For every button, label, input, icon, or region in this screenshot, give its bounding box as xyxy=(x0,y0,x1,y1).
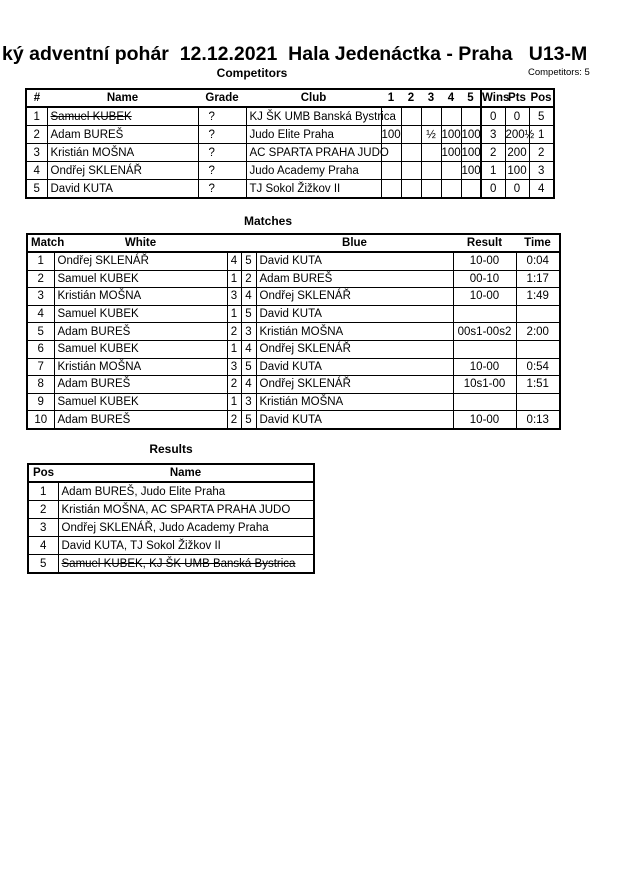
competitor-score-3-cell xyxy=(421,162,441,180)
competitor-club-cell: TJ Sokol Žižkov II xyxy=(246,180,381,199)
competitor-num-cell: 3 xyxy=(26,144,47,162)
competitor-club-cell: KJ ŠK UMB Banská Bystrica xyxy=(246,107,381,126)
match-white-seed-cell: 3 xyxy=(227,358,241,376)
match-blue-name-cell: Ondřej SKLENÁŘ xyxy=(256,376,453,394)
result-row xyxy=(28,537,314,555)
match-number-cell: 2 xyxy=(27,270,54,288)
matches-header-white: White xyxy=(54,234,227,252)
matches-header-blue: Blue xyxy=(256,234,453,252)
competitor-row xyxy=(26,126,554,144)
competitor-num-cell: 1 xyxy=(26,107,47,126)
competitors-table xyxy=(25,88,555,199)
match-white-name-cell: Samuel KUBEK xyxy=(54,393,227,411)
match-white-name-cell: Adam BUREŠ xyxy=(54,376,227,394)
competitors-header-wins: Wins xyxy=(481,89,505,107)
competitor-score-1-cell xyxy=(381,162,401,180)
result-pos-cell: 1 xyxy=(28,482,58,501)
match-row xyxy=(27,376,560,394)
match-white-name-cell: Kristián MOŠNA xyxy=(54,288,227,306)
competitor-score-2-cell xyxy=(401,144,421,162)
competitor-num-cell: 2 xyxy=(26,126,47,144)
result-pos-cell: 4 xyxy=(28,537,58,555)
competitor-pos-cell: 4 xyxy=(529,180,554,199)
match-time-cell xyxy=(516,305,560,323)
matches-header-wnum xyxy=(227,234,241,252)
result-name-cell: Ondřej SKLENÁŘ, Judo Academy Praha xyxy=(58,519,314,537)
match-number-cell: 1 xyxy=(27,252,54,270)
competitors-header-grade: Grade xyxy=(198,89,246,107)
competitor-pts-cell: 100 xyxy=(505,162,529,180)
matches-header-result: Result xyxy=(453,234,516,252)
competitor-row xyxy=(26,144,554,162)
match-time-cell: 1:49 xyxy=(516,288,560,306)
competitor-wins-cell: 2 xyxy=(481,144,505,162)
competitor-score-1-cell xyxy=(381,180,401,199)
match-result-cell: 00s1-00s2 xyxy=(453,323,516,341)
match-time-cell: 0:13 xyxy=(516,411,560,429)
competitor-score-5-cell: 100 xyxy=(461,162,481,180)
match-row xyxy=(27,411,560,429)
match-blue-seed-cell: 3 xyxy=(241,393,256,411)
competitor-pts-cell: 200 xyxy=(505,144,529,162)
match-blue-seed-cell: 4 xyxy=(241,376,256,394)
result-row xyxy=(28,555,314,574)
match-result-cell xyxy=(453,305,516,323)
competitor-name-cell: Adam BUREŠ xyxy=(47,126,198,144)
match-result-cell: 10s1-00 xyxy=(453,376,516,394)
match-white-name-cell: Samuel KUBEK xyxy=(54,270,227,288)
results-header-pos: Pos xyxy=(28,464,58,482)
competitor-wins-cell: 0 xyxy=(481,107,505,126)
competitor-score-3-cell xyxy=(421,107,441,126)
result-row xyxy=(28,501,314,519)
competitor-grade-cell: ? xyxy=(198,180,246,199)
results-section-heading: Results xyxy=(149,442,193,456)
match-white-seed-cell: 4 xyxy=(227,252,241,270)
competitor-name-cell: Kristián MOŠNA xyxy=(47,144,198,162)
results-header-name: Name xyxy=(58,464,314,482)
competitor-score-2-cell xyxy=(401,162,421,180)
competitor-score-1-cell: 100 xyxy=(381,126,401,144)
competitors-section-heading: Competitors xyxy=(216,66,288,80)
match-number-cell: 5 xyxy=(27,323,54,341)
match-blue-seed-cell: 5 xyxy=(241,305,256,323)
results-header-row xyxy=(28,464,314,482)
competitor-score-4-cell xyxy=(441,162,461,180)
match-time-cell: 0:54 xyxy=(516,358,560,376)
matches-header-row xyxy=(27,234,560,252)
match-time-cell xyxy=(516,393,560,411)
competitor-score-2-cell xyxy=(401,180,421,199)
competitor-pts-cell: 0 xyxy=(505,180,529,199)
match-blue-seed-cell: 5 xyxy=(241,411,256,429)
competitors-header-5: 5 xyxy=(461,89,481,107)
match-blue-seed-cell: 5 xyxy=(241,252,256,270)
result-pos-cell: 2 xyxy=(28,501,58,519)
competitor-pos-cell: 3 xyxy=(529,162,554,180)
competitor-score-4-cell: 100 xyxy=(441,144,461,162)
match-white-seed-cell: 1 xyxy=(227,340,241,358)
match-time-cell: 1:51 xyxy=(516,376,560,394)
result-pos-cell: 3 xyxy=(28,519,58,537)
result-name-cell: Kristián MOŠNA, AC SPARTA PRAHA JUDO xyxy=(58,501,314,519)
matches-header-match: Match xyxy=(27,234,54,252)
result-pos-cell: 5 xyxy=(28,555,58,574)
match-white-name-cell: Samuel KUBEK xyxy=(54,340,227,358)
competitor-grade-cell: ? xyxy=(198,162,246,180)
match-white-seed-cell: 2 xyxy=(227,323,241,341)
match-row xyxy=(27,288,560,306)
match-row xyxy=(27,358,560,376)
match-white-seed-cell: 1 xyxy=(227,305,241,323)
result-row xyxy=(28,519,314,537)
competitor-wins-cell: 0 xyxy=(481,180,505,199)
competitor-score-5-cell: 100 xyxy=(461,144,481,162)
match-row xyxy=(27,305,560,323)
competitor-club-cell: AC SPARTA PRAHA JUDO xyxy=(246,144,381,162)
match-number-cell: 6 xyxy=(27,340,54,358)
matches-header-time: Time xyxy=(516,234,560,252)
result-row xyxy=(28,482,314,501)
competitors-count: Competitors: 5 xyxy=(528,67,590,78)
match-time-cell xyxy=(516,340,560,358)
match-row xyxy=(27,323,560,341)
competitors-header-1: 1 xyxy=(381,89,401,107)
match-row xyxy=(27,252,560,270)
competitors-header-num: # xyxy=(26,89,47,107)
competitors-header-3: 3 xyxy=(421,89,441,107)
match-result-cell: 10-00 xyxy=(453,288,516,306)
competitor-score-4-cell xyxy=(441,180,461,199)
competitor-num-cell: 5 xyxy=(26,180,47,199)
competitor-pos-cell: 5 xyxy=(529,107,554,126)
match-blue-name-cell: David KUTA xyxy=(256,358,453,376)
match-blue-seed-cell: 3 xyxy=(241,323,256,341)
matches-table xyxy=(26,233,561,430)
competitor-pos-cell: 2 xyxy=(529,144,554,162)
competitors-header-pts: Pts xyxy=(505,89,529,107)
match-blue-seed-cell: 2 xyxy=(241,270,256,288)
match-white-seed-cell: 1 xyxy=(227,270,241,288)
match-result-cell: 10-00 xyxy=(453,358,516,376)
match-blue-name-cell: Kristián MOŠNA xyxy=(256,393,453,411)
match-blue-seed-cell: 5 xyxy=(241,358,256,376)
competitors-header-row xyxy=(26,89,554,107)
result-name-cell: Adam BUREŠ, Judo Elite Praha xyxy=(58,482,314,501)
match-white-seed-cell: 3 xyxy=(227,288,241,306)
competitor-grade-cell: ? xyxy=(198,126,246,144)
competitors-header-4: 4 xyxy=(441,89,461,107)
competitor-score-5-cell xyxy=(461,180,481,199)
match-row xyxy=(27,270,560,288)
competitor-score-2-cell xyxy=(401,107,421,126)
match-blue-name-cell: David KUTA xyxy=(256,252,453,270)
results-table xyxy=(27,463,315,574)
matches-section-heading: Matches xyxy=(243,214,293,228)
competitor-wins-cell: 3 xyxy=(481,126,505,144)
page-title: ký adventní pohár 12.12.2021 Hala Jedenáctka - Praha U13-M xyxy=(2,43,588,65)
match-blue-name-cell: David KUTA xyxy=(256,305,453,323)
match-number-cell: 9 xyxy=(27,393,54,411)
competitor-grade-cell: ? xyxy=(198,107,246,126)
competitor-num-cell: 4 xyxy=(26,162,47,180)
match-blue-seed-cell: 4 xyxy=(241,340,256,358)
match-blue-name-cell: David KUTA xyxy=(256,411,453,429)
result-name-cell: Samuel KUBEK, KJ ŠK UMB Banská Bystrica xyxy=(58,555,314,574)
competitor-name-cell: Ondřej SKLENÁŘ xyxy=(47,162,198,180)
match-white-seed-cell: 2 xyxy=(227,411,241,429)
match-result-cell: 10-00 xyxy=(453,252,516,270)
competitors-header-2: 2 xyxy=(401,89,421,107)
competitor-name-cell: David KUTA xyxy=(47,180,198,199)
competitor-score-5-cell: 100 xyxy=(461,126,481,144)
match-time-cell: 2:00 xyxy=(516,323,560,341)
match-blue-name-cell: Ondřej SKLENÁŘ xyxy=(256,340,453,358)
competitor-pos-cell: 1 xyxy=(529,126,554,144)
competitors-header-pos: Pos xyxy=(529,89,554,107)
match-row xyxy=(27,393,560,411)
match-white-name-cell: Ondřej SKLENÁŘ xyxy=(54,252,227,270)
competitor-grade-cell: ? xyxy=(198,144,246,162)
match-result-cell xyxy=(453,340,516,358)
match-number-cell: 8 xyxy=(27,376,54,394)
match-blue-name-cell: Kristián MOŠNA xyxy=(256,323,453,341)
competitor-score-4-cell xyxy=(441,107,461,126)
match-number-cell: 4 xyxy=(27,305,54,323)
match-blue-name-cell: Adam BUREŠ xyxy=(256,270,453,288)
match-time-cell: 0:04 xyxy=(516,252,560,270)
competitors-header-club: Club xyxy=(246,89,381,107)
competitor-name-cell: Samuel KUBEK xyxy=(47,107,198,126)
competitor-club-cell: Judo Academy Praha xyxy=(246,162,381,180)
competitor-row xyxy=(26,180,554,199)
competitor-pts-cell: 200½ xyxy=(505,126,529,144)
competitor-score-3-cell xyxy=(421,180,441,199)
match-number-cell: 10 xyxy=(27,411,54,429)
result-name-cell: David KUTA, TJ Sokol Žižkov II xyxy=(58,537,314,555)
match-blue-seed-cell: 4 xyxy=(241,288,256,306)
match-white-name-cell: Kristián MOŠNA xyxy=(54,358,227,376)
competitor-row xyxy=(26,162,554,180)
competitors-header-name: Name xyxy=(47,89,198,107)
match-white-seed-cell: 2 xyxy=(227,376,241,394)
match-result-cell xyxy=(453,393,516,411)
competitor-score-3-cell: ½ xyxy=(421,126,441,144)
match-number-cell: 7 xyxy=(27,358,54,376)
match-blue-name-cell: Ondřej SKLENÁŘ xyxy=(256,288,453,306)
competitor-score-2-cell xyxy=(401,126,421,144)
match-number-cell: 3 xyxy=(27,288,54,306)
match-white-name-cell: Adam BUREŠ xyxy=(54,411,227,429)
competitor-row xyxy=(26,107,554,126)
competitor-wins-cell: 1 xyxy=(481,162,505,180)
match-time-cell: 1:17 xyxy=(516,270,560,288)
competitor-score-5-cell xyxy=(461,107,481,126)
match-result-cell: 00-10 xyxy=(453,270,516,288)
match-white-name-cell: Adam BUREŠ xyxy=(54,323,227,341)
match-white-name-cell: Samuel KUBEK xyxy=(54,305,227,323)
competitor-club-cell: Judo Elite Praha xyxy=(246,126,381,144)
match-row xyxy=(27,340,560,358)
competitor-score-4-cell: 100 xyxy=(441,126,461,144)
matches-header-bnum xyxy=(241,234,256,252)
match-white-seed-cell: 1 xyxy=(227,393,241,411)
match-result-cell: 10-00 xyxy=(453,411,516,429)
competitor-score-3-cell xyxy=(421,144,441,162)
competitor-pts-cell: 0 xyxy=(505,107,529,126)
